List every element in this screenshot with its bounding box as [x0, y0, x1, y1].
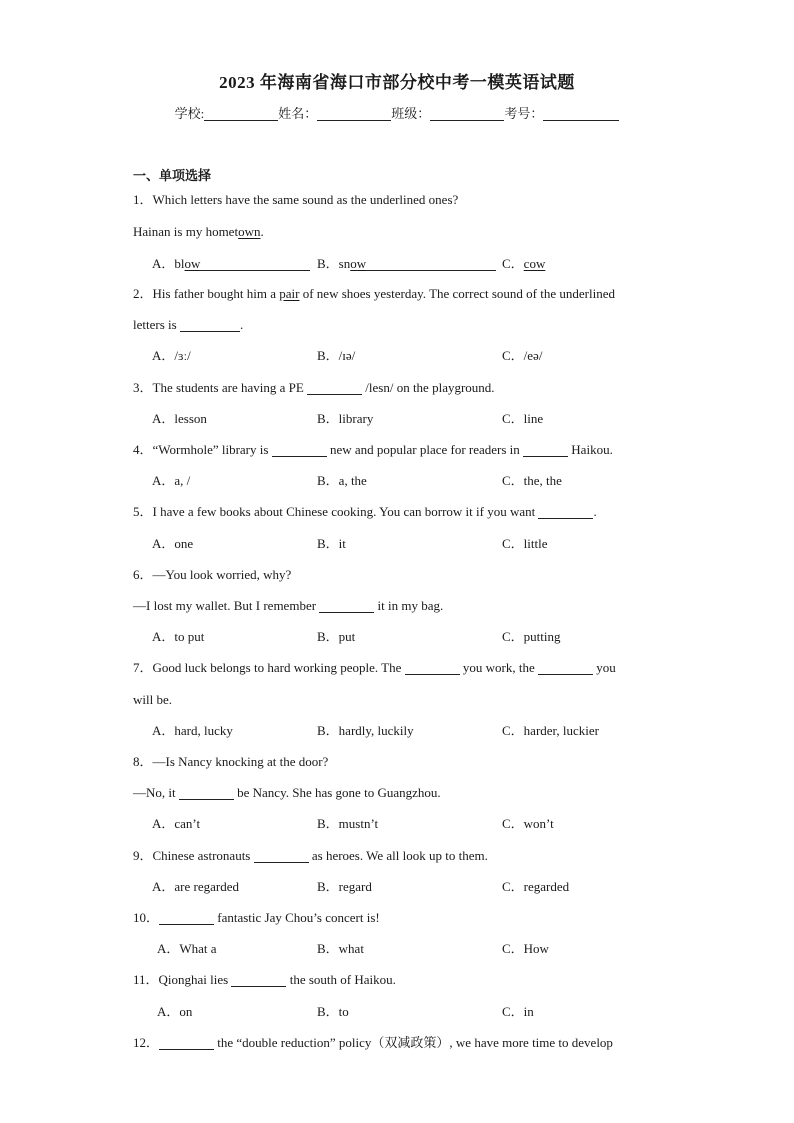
question-number: 11．: [133, 972, 159, 987]
answer-blank[interactable]: [159, 912, 214, 925]
text-part: the “double reduction” policy（双减政策）, we have more time to develop: [217, 1035, 613, 1050]
question-number: 3．: [133, 380, 153, 395]
question-2: [133, 286, 615, 302]
text-part: Haikou.: [571, 442, 613, 457]
question-8: [133, 754, 328, 770]
question-number: 2．: [133, 286, 153, 301]
question-9: [133, 848, 488, 864]
class-label: 班级：: [391, 106, 431, 121]
text-part: —No, it: [133, 785, 176, 800]
option-text: sn: [338, 256, 351, 271]
option-2c[interactable]: C．/eə/: [502, 348, 543, 363]
text-part: .: [239, 317, 244, 332]
option-3c[interactable]: C．line: [502, 411, 544, 426]
answer-blank[interactable]: [272, 444, 327, 457]
answer-blank[interactable]: [405, 662, 460, 675]
text-part: Chinese astronauts: [152, 848, 251, 863]
question-number: 9．: [133, 848, 153, 863]
option-4c[interactable]: C．the, the: [502, 473, 562, 488]
question-8-line2: [133, 785, 441, 801]
question-number: 10．: [133, 910, 160, 925]
answer-blank[interactable]: [159, 1037, 214, 1050]
text-part: of new shoes yesterday. The correct sound of the underlined: [299, 286, 615, 301]
underlined-text: ow: [350, 256, 367, 271]
option-6a[interactable]: A．to put: [152, 629, 205, 644]
option-6b[interactable]: B．put: [317, 629, 356, 644]
name-blank[interactable]: [317, 107, 391, 121]
question-7-line2: will be.: [133, 692, 172, 707]
text-part: /lesn/ on the playground.: [365, 380, 495, 395]
option-7c[interactable]: C．harder, luckier: [502, 723, 599, 738]
text-part: .: [260, 224, 264, 239]
answer-blank[interactable]: [180, 319, 240, 332]
school-label: 学校:: [174, 106, 205, 121]
question-5: [133, 504, 597, 520]
option-9a[interactable]: A．are regarded: [152, 879, 239, 894]
text-part: you: [596, 660, 616, 675]
question-1-line2: [133, 224, 264, 240]
text-part: letters is: [133, 317, 177, 332]
question-number: 12．: [133, 1035, 160, 1050]
name-label: 姓名：: [278, 106, 318, 121]
option-8a[interactable]: A．can’t: [152, 816, 201, 831]
text-part: it in my bag.: [377, 598, 444, 613]
option-letter: C．: [502, 256, 524, 271]
underlined-text: pair: [279, 286, 300, 301]
option-11a[interactable]: A．on: [157, 1004, 193, 1019]
answer-blank[interactable]: [538, 662, 593, 675]
question-7: [133, 660, 616, 676]
text-part: Hainan is my homet: [133, 224, 239, 239]
section-title: 一、单项选择: [133, 168, 212, 183]
option-letter: A．: [152, 256, 175, 271]
text-part: new and popular place for readers in: [329, 442, 520, 457]
question-number: 4．: [133, 442, 153, 457]
answer-blank[interactable]: [307, 382, 362, 395]
class-blank[interactable]: [430, 107, 504, 121]
text-part: I have a few books about Chinese cooking. You can borrow it if you want: [152, 504, 536, 519]
question-10: [133, 910, 380, 926]
option-10b[interactable]: B．what: [317, 941, 364, 956]
number-label: 考号：: [504, 106, 544, 121]
question-3: [133, 380, 495, 396]
question-1: [133, 192, 458, 208]
option-2b[interactable]: B．/ɪə/: [317, 348, 356, 363]
option-letter: B．: [317, 256, 339, 271]
text-part: be Nancy. She has gone to Guangzhou.: [237, 785, 441, 800]
text-part: the south of Haikou.: [289, 972, 396, 987]
question-4: [133, 442, 613, 458]
question-number: 7．: [133, 660, 153, 675]
option-7b[interactable]: B．hardly, luckily: [317, 723, 414, 738]
text-part: you work, the: [462, 660, 535, 675]
option-1b[interactable]: [317, 256, 496, 272]
page-title: 2023 年海南省海口市部分校中考一模英语试题: [219, 73, 575, 92]
text-part: as heroes. We all look up to them.: [311, 848, 488, 863]
text-part: .: [593, 504, 597, 519]
student-info-row: [0, 103, 794, 122]
option-9b[interactable]: B．regard: [317, 879, 372, 894]
answer-blank[interactable]: [179, 787, 234, 800]
option-2a[interactable]: A．/ɜː/: [152, 348, 191, 363]
answer-line: [200, 258, 310, 271]
text-part: Good luck belongs to hard working people. The: [152, 660, 402, 675]
text-part: —I lost my wallet. But I remember: [133, 598, 317, 613]
option-text: bl: [174, 256, 185, 271]
underlined-text: cow: [523, 256, 546, 271]
question-number: 5．: [133, 504, 153, 519]
option-5a[interactable]: A．one: [152, 536, 194, 551]
text-part: “Wormhole” library is: [152, 442, 269, 457]
option-3a[interactable]: A．lesson: [152, 411, 207, 426]
underlined-text: own: [238, 224, 261, 239]
answer-blank[interactable]: [319, 600, 374, 613]
option-5b[interactable]: B．it: [317, 536, 346, 551]
option-7a[interactable]: A．hard, lucky: [152, 723, 233, 738]
option-8b[interactable]: B．mustn’t: [317, 816, 379, 831]
number-blank[interactable]: [543, 107, 619, 121]
question-11: [133, 972, 396, 988]
answer-blank[interactable]: [231, 974, 286, 987]
question-text: —Is Nancy knocking at the door?: [152, 754, 329, 769]
option-1a[interactable]: [152, 256, 310, 272]
answer-line: [366, 258, 496, 271]
question-12: [133, 1035, 613, 1051]
option-8c[interactable]: C．won’t: [502, 816, 554, 831]
option-10a[interactable]: A．What a: [157, 941, 217, 956]
underlined-text: ow: [184, 256, 201, 271]
question-number: 8．: [133, 754, 153, 769]
option-4a[interactable]: A．a, /: [152, 473, 191, 488]
option-4b[interactable]: B．a, the: [317, 473, 367, 488]
option-3b[interactable]: B．library: [317, 411, 374, 426]
question-6-line2: [133, 598, 443, 614]
answer-blank[interactable]: [538, 506, 593, 519]
question-2-line2: [133, 317, 243, 333]
text-part: Qionghai lies: [158, 972, 229, 987]
option-1c[interactable]: [502, 256, 545, 272]
answer-blank[interactable]: [254, 850, 309, 863]
option-6c[interactable]: C．putting: [502, 629, 561, 644]
answer-blank[interactable]: [523, 444, 568, 457]
option-5c[interactable]: C．little: [502, 536, 548, 551]
question-text: —You look worried, why?: [152, 567, 292, 582]
question-number: 6．: [133, 567, 153, 582]
text-part: The students are having a PE: [152, 380, 304, 395]
text-part: fantastic Jay Chou’s concert is!: [217, 910, 380, 925]
option-9c[interactable]: C．regarded: [502, 879, 570, 894]
option-10c[interactable]: C．How: [502, 941, 549, 956]
school-blank[interactable]: [204, 107, 278, 121]
question-6: [133, 567, 291, 583]
option-11c[interactable]: C．in: [502, 1004, 534, 1019]
text-part: His father bought him a: [152, 286, 280, 301]
question-text: Which letters have the same sound as the underlined ones?: [152, 192, 459, 207]
option-11b[interactable]: B．to: [317, 1004, 349, 1019]
question-number: 1．: [133, 192, 153, 207]
